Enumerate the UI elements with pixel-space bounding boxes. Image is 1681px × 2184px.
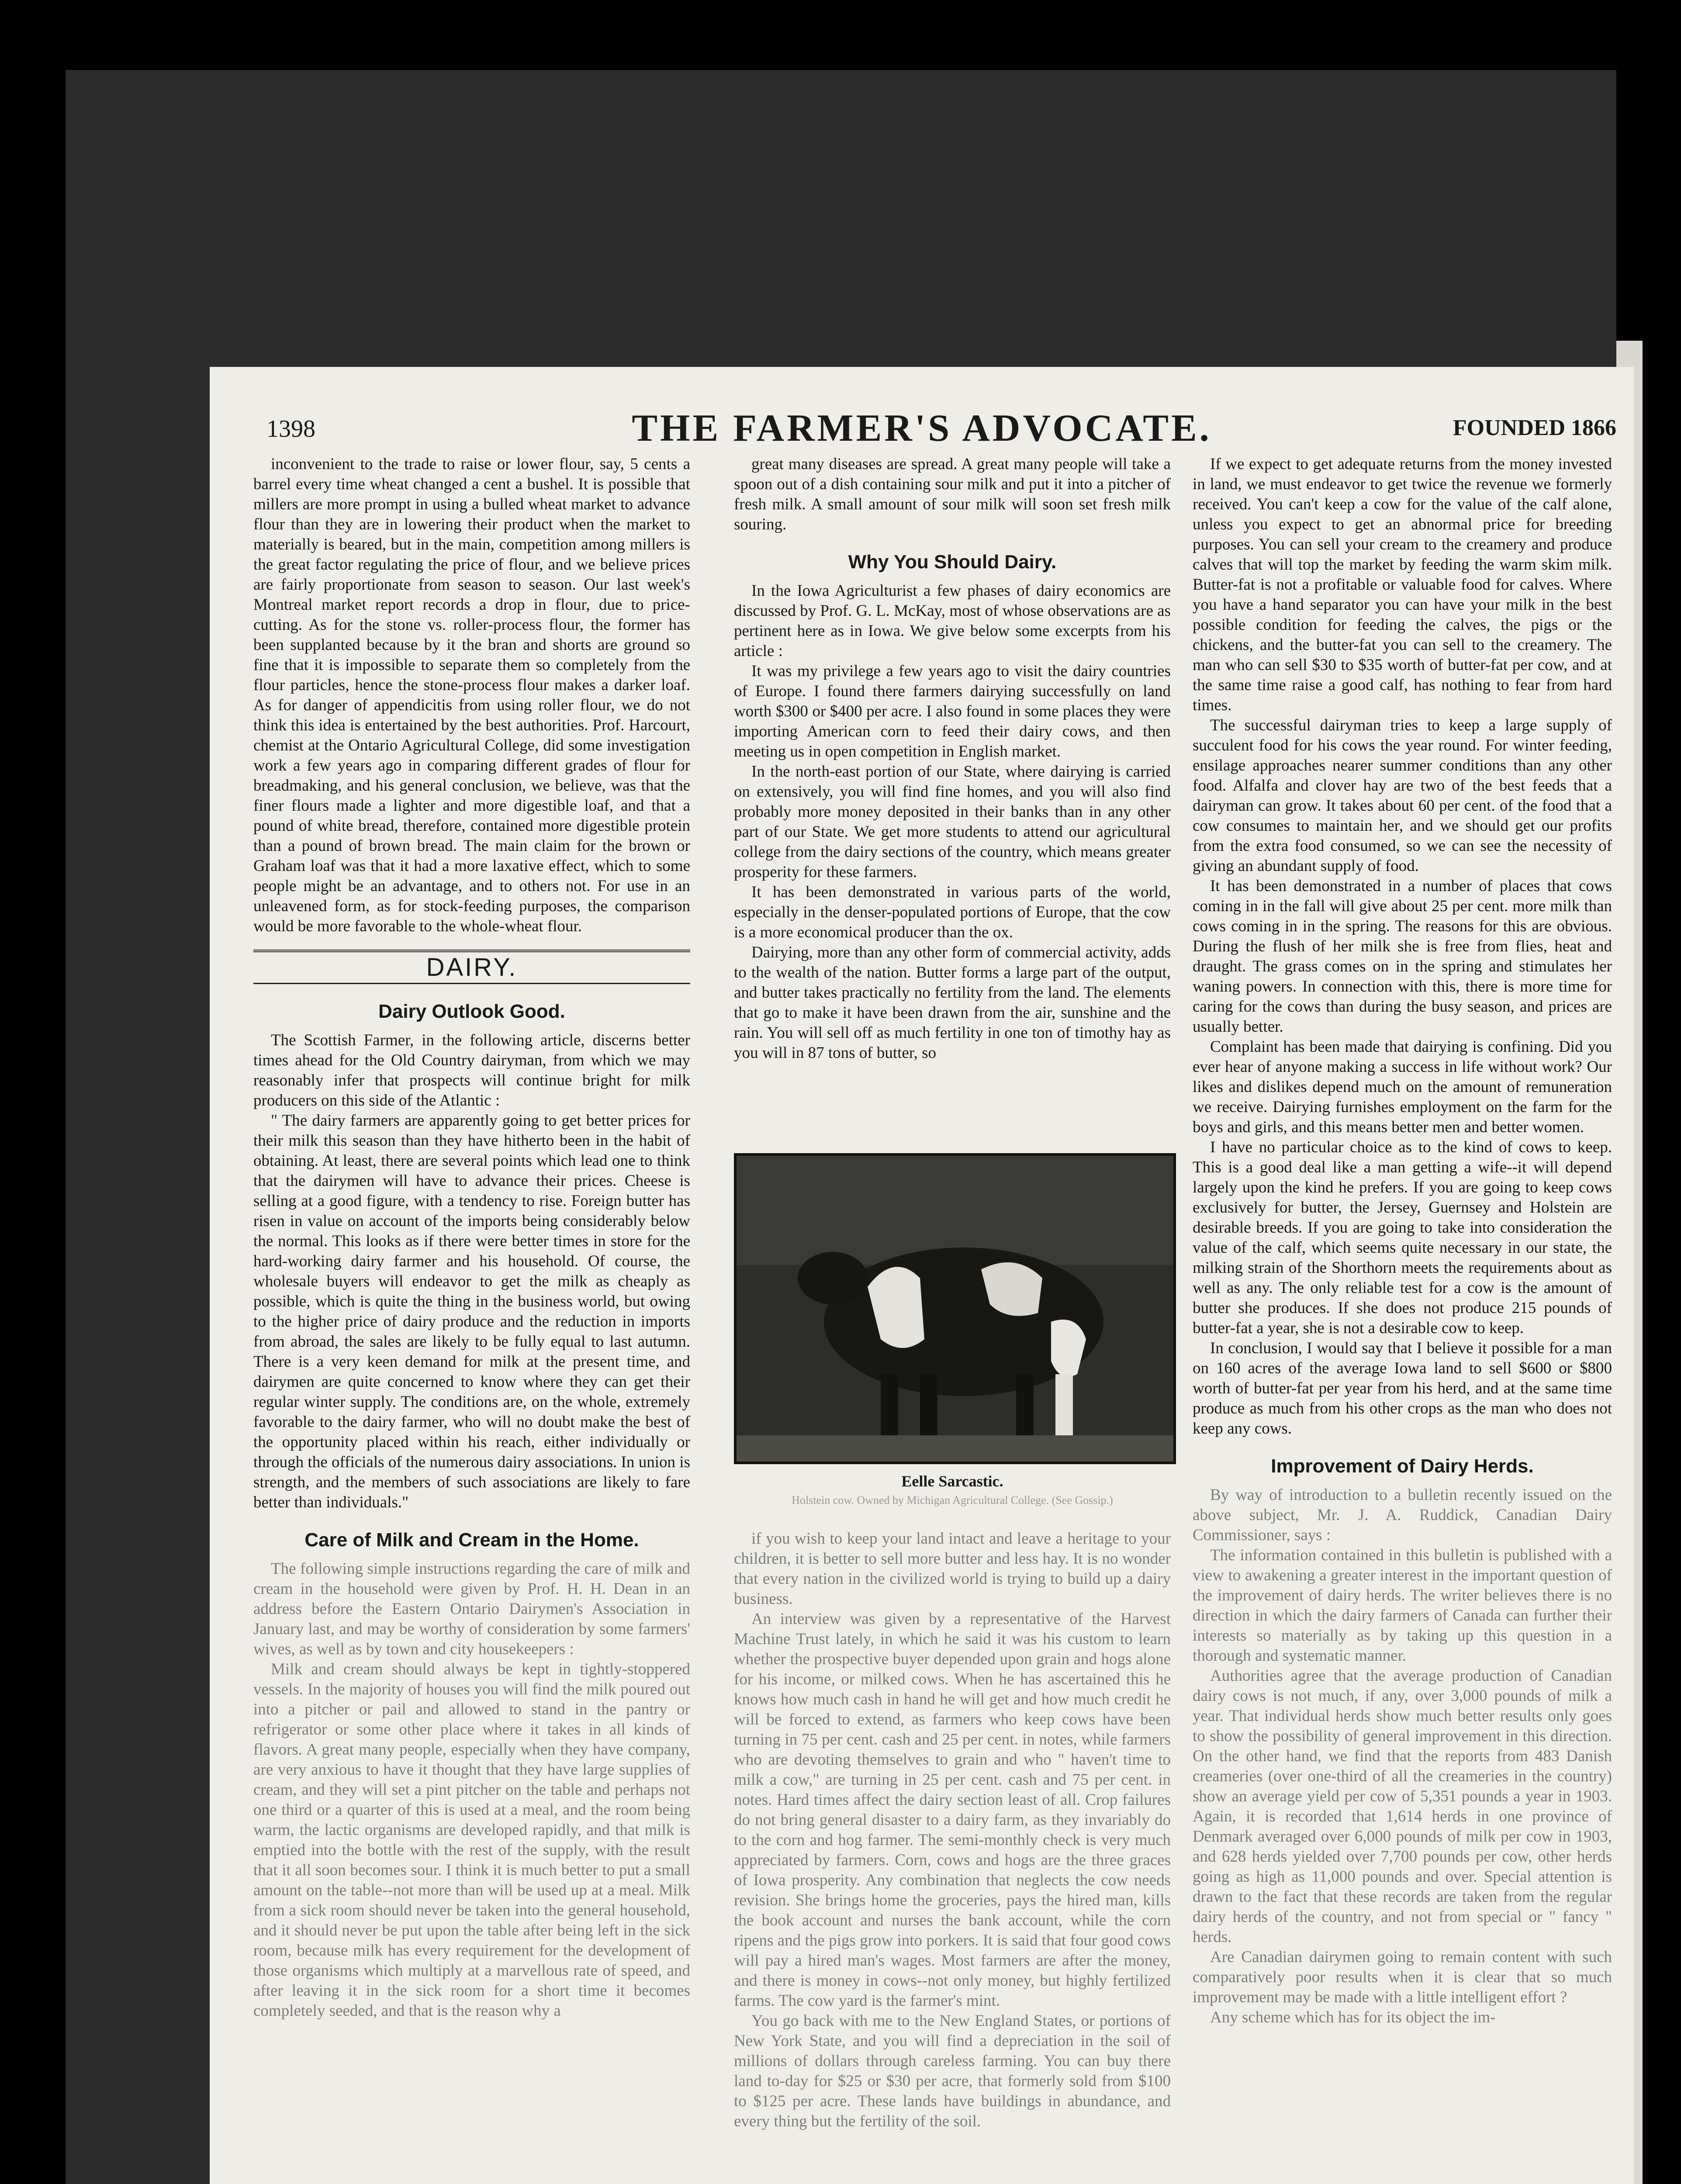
cow-photograph (734, 1153, 1176, 1464)
newspaper-page (210, 367, 1634, 2184)
holstein-cow-image (737, 1156, 1173, 1462)
paragraph: It has been demonstrated in a number of places that cows coming in in the fall will give about 25 per cent. more milk than cows coming in in the spring. The reasons for this are obvious. During the flush of her milk she is free from flies, heat and draught. The grass comes on in the spring and stimulates her waning powers. In connection with this, there is more time for caring for the cows than during the busy season, and prices are usually better. (1193, 877, 1612, 1036)
column-2 (734, 454, 1171, 1063)
column-1 (253, 454, 690, 2021)
paragraph: In the Iowa Agriculturist a few phases of dairy economics are discussed by Prof. G. L. McKay, most of whose observations are as pertinent here as in Iowa. We give below some excerpts from his article : (734, 582, 1171, 660)
paragraph: Dairying, more than any other form of commercial activity, adds to the wealth of the nation. Butter forms a large part of the output, and butter takes practically no fertility from the land. The elements that go to make it have been drawn from the air, sunshine and the rain. You will sell off as much fertility in one ton of timothy hay as you will in 87 tons of butter, so (734, 943, 1171, 1062)
paragraph: if you wish to keep your land intact and leave a heritage to your children, it is better to sell more butter and less hay. It is no wonder that every nation in the civilized world is trying to build up a dairy business. (734, 1530, 1171, 1608)
column-3 (1193, 454, 1612, 2028)
paragraph: You go back with me to the New England States, or portions of New York State, and you will find a depreciation in the soil of millions of dollars through careless farming. You can buy there land to-day for $25 or $30 per acre, that formerly sold from $100 to $125 per acre. These lands have buildings in abundance, and every thing but the fertility of the soil. (734, 2012, 1171, 2130)
paragraph: great many diseases are spread. A great many people will take a spoon out of a dish containing sour milk and put it into a pitcher of fresh milk. A small amount of sour milk will soon set fresh milk souring. (734, 455, 1171, 533)
founded-note: FOUNDED 1866 (1453, 415, 1616, 440)
paragraph: It has been demonstrated in various parts of the world, especially in the denser-populated portions of Europe, that the cow is a more economical producer than the ox. (734, 883, 1171, 941)
paragraph: An interview was given by a representative of the Harvest Machine Trust lately, in which he said it was his custom to learn whether the prospective buyer depended upon grain and hogs alone for his income, or milked cows. When he has ascertained this he knows how much cash in hand he will get and how much credit he will be forced to extend, as farmers who keep cows have been turning in 75 per cent. cash and 25 per cent. in notes, while farmers who are devoting themselves to grain and who " haven't time to milk a cow," are turning in 25 per cent. cash and 75 per cent. in notes. Hard times affect the dairy section least of all. Crop failures do not bring general disaster to a dairy farm, as they invariably do to the corn and hog farmer. The semi-monthly check is very much appreciated by farmers. Corn, cows and hogs are the three graces of Iowa prosperity. Any combination that neglects the cow needs revision. She brings home the groceries, pays the hired man, kills the book account and nurses the bank account, while the corn ripens and the pigs grow into porkers. It is said that four good cows will pay a hired man's wages. Most farmers are after the money, and there is money in cows--not only money, but highly fertilized farms. The cow yard is the farmer's mint. (734, 1610, 1171, 2010)
publication-title: THE FARMER'S ADVOCATE. (632, 407, 1212, 449)
paragraph: The following simple instructions regarding the care of milk and cream in the household were given by Prof. H. H. Dean in an address before the Eastern Ontario Dairymen's Association in January last, and may be worthy of consideration by some farmers' wives, as well as by town and city housekeepers : (253, 1560, 690, 1658)
photo-credit: Holstein cow. Owned by Michigan Agricultural College. (See Gossip.) (792, 1494, 1113, 1507)
article-heading: Care of Milk and Cream in the Home. (304, 1529, 639, 1551)
paragraph: If we expect to get adequate returns from the money invested in land, we must endeavor to get twice the revenue we formerly received. You can't keep a cow for the value of the calf alone, unless you expect to get an abnormal price for breeding purposes. You can sell your cream to the creamery and produce calves that will top the market by feeding the warm skim milk. Butter-fat is not a profitable or valuable food for calves. Where you have a hand separator you can have your milk in the best possible condition for feeding the calves, the pigs or the chickens, and the butter-fat you can sell to the creamery. The man who can sell $30 to $35 worth of butter-fat per cow, and at the same time raise a good calf, has nothing to fear from hard times. (1193, 455, 1612, 714)
paragraph: In conclusion, I would say that I believe it possible for a man on 160 acres of the average Iowa land to sell $600 or $800 worth of butter-fat per year from his herd, and at the same time produce as much from his other crops as the man who does not keep any cows. (1193, 1339, 1612, 1438)
paragraph: In the north-east portion of our State, where dairying is carried on extensively, you will find fine homes, and you will also find probably more money deposited in their banks than in any other part of our State. We get more students to attend our agricultural college from the dairy sections of the country, which means greater prosperity for these farmers. (734, 763, 1171, 881)
paragraph: It was my privilege a few years ago to visit the dairy countries of Europe. I found there farmers dairying successfully on land worth $300 or $400 per acre. I also found in some places they were importing American corn to feed their dairy cows, and then meeting us in open competition in English market. (734, 662, 1171, 760)
paragraph: I have no particular choice as to the kind of cows to keep. This is a good deal like a man getting a wife--it will depend largely upon the kind he prefers. If you are going to keep cows exclusively for butter, the Jersey, Guernsey and Holstein are desirable breeds. If you are going to take into consideration the value of the calf, which seems quite necessary in our state, the milking strain of the Shorthorn meets the requirements about as well as any. The only reliable test for a cow is the amount of butter she produces. If she does not produce 215 pounds of butter-fat a year, she is not a desirable cow to keep. (1193, 1138, 1612, 1337)
article-heading: Improvement of Dairy Herds. (1271, 1455, 1534, 1477)
department-heading: DAIRY. (253, 950, 690, 984)
article-heading: Why You Should Dairy. (848, 551, 1057, 573)
paragraph: The information contained in this bulletin is published with a view to awakening a greater interest in the important question of the improvement of dairy herds. The writer believes there is no direction in which the dairy farmers of Canada can further their interests so materially as by taking up this question in a thorough and systematic manner. (1193, 1546, 1612, 1665)
paragraph: By way of introduction to a bulletin recently issued on the above subject, Mr. J. A. Ruddick, Canadian Dairy Commissioner, says : (1193, 1486, 1612, 1544)
paragraph: Are Canadian dairymen going to remain content with such comparatively poor results when it is clear that so much improvement may be made with a little intelligent effort ? (1193, 1948, 1612, 2006)
paragraph: Milk and cream should always be kept in tightly-stoppered vessels. In the majority of houses you will find the milk poured out into a pitcher or pail and allowed to stand in the pantry or refrigerator or some other place where it takes in all kinds of flavors. A great many people, especially when they have company, are very anxious to have it thought that they have large supplies of cream, and they will set a pint pitcher on the table and perhaps not one third or a quarter of this is used at a meal, and the room being warm, the lactic organisms are developed rapidly, and that milk is emptied into the bottle with the rest of the supply, with the result that it all soon becomes sour. I think it is much better to put a small amount on the table--not more than will be used up at a meal. Milk from a sick room should never be taken into the general household, and it should never be put upon the table after being left in the sick room, because milk has every requirement for the development of those organisms which multiply at a marvellous rate of speed, and after leaving it in the sick room for a short time it becomes completely seeded, and that is the reason why a (253, 1660, 690, 2020)
paragraph: Complaint has been made that dairying is confining. Did you ever hear of anyone making a success in life without work? Our likes and dislikes depend much on the amount of remuneration we receive. Dairying furnishes employment on the farm for the boys and girls, and this means better men and better women. (1193, 1038, 1612, 1136)
article-heading: Dairy Outlook Good. (378, 1001, 565, 1022)
photo-caption: Eelle Sarcastic. (901, 1472, 1003, 1490)
column-2-lower (734, 1529, 1171, 2132)
photo-block (734, 1153, 1171, 1507)
paragraph: Any scheme which has for its object the im- (1210, 2008, 1496, 2026)
paragraph: inconvenient to the trade to raise or lower flour, say, 5 cents a barrel every time wheat changed a cent a bushel. It is possible that millers are more prompt in using a bulled wheat market to advance flour than they are in lowering their product when the market to materially is beared, but in the main, competition among millers is the great factor regulating the price of flour, and we believe prices are fairly proportionate from season to season. Our last week's Montreal market report records a drop in flour, due to price-cutting. As for the stone vs. roller-process flour, the former has been supplanted because by it the bran and shorts are ground so fine that it is impossible to separate them so completely from the flour particles, hence the stone-process flour makes a darker loaf. As for danger of appendicitis from using roller flour, we do not think this idea is entertained by the best authorities. Prof. Harcourt, chemist at the Ontario Agricultural College, did some investigation work a few years ago in comparing different grades of flour for breadmaking, and his general conclusion, we believe, was that the finer flours made a lighter and more digestible loaf, and that a pound of white bread, therefore, contained more digestible protein than a pound of brown bread. The main claim for the brown or Graham loaf was that it had a more laxative effect, which to some people might be an advantage, and to others not. For use in an unleavened form, as for stock-feeding purposes, the comparison would be more favorable to the whole-wheat flour. (253, 455, 690, 935)
page-number: 1398 (266, 415, 315, 442)
paragraph: The Scottish Farmer, in the following article, discerns better times ahead for the Old Country dairyman, from which we may reasonably infer that prospects will continue bright for milk producers on this side of the Atlantic : (253, 1031, 690, 1109)
paragraph: The successful dairyman tries to keep a large supply of succulent food for his cows the year round. For winter feeding, ensilage approaches nearer summer conditions than any other food. Alfalfa and clover hay are two of the best feeds that a dairyman can grow. It takes about 60 per cent. of the food that a cow consumes to maintain her, and we should get our profits from the extra food consumed, so we can see the necessity of giving an abundant supply of food. (1193, 716, 1612, 875)
masthead (210, 367, 1634, 454)
paragraph: " The dairy farmers are apparently going to get better prices for their milk this season than they have hitherto been in the habit of obtaining. At least, there are several points which lead one to think that the dairymen will have to advance their prices. Cheese is selling at a good figure, with a tendency to rise. Foreign butter has risen in value on account of the imports being considerably below the normal. This looks as if there were better times in store for the hard-working dairy farmer and his household. Of course, the wholesale buyers will endeavor to get the milk as cheaply as possible, which is quite the thing in the business world, but owing to the higher price of dairy produce and the reduction in imports from abroad, the sales are likely to be fully equal to last autumn. There is a very keen demand for milk at the present time, and dairymen are quite concerned to know where they can get their regular winter supply. The conditions are, on the whole, extremely favorable to the dairy farmer, who will no doubt make the best of the opportunity placed within his reach, either individually or through the officials of the numerous dairy associations. In union is strength, and the members of such associations are likely to fare better than individuals." (253, 1112, 690, 1511)
paragraph: Authorities agree that the average production of Canadian dairy cows is not much, if any, over 3,000 pounds of milk a year. That individual herds show much better results only goes to show the possibility of general improvement in this direction. On the other hand, we find that the reports from 483 Danish creameries (over one-third of all the creameries in the country) show an average yield per cow of 5,351 pounds a year in 1903. Again, it is recorded that 1,614 herds in one province of Denmark averaged over 6,000 pounds of milk per cow in 1903, and 628 herds yielded over 7,700 pounds per cow, other herds going as high as 11,000 pounds and over. Special attention is drawn to the fact that these records are taken from the regular dairy herds of the country, and not from special or " fancy " herds. (1193, 1667, 1612, 1946)
